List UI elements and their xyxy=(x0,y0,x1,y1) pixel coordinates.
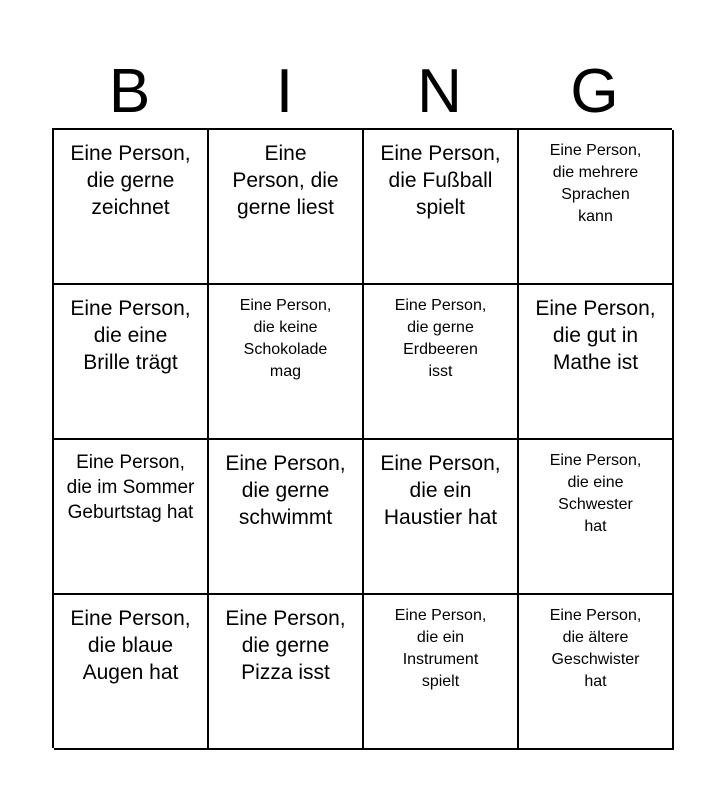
cell-text: Eine Person, die eine Schwester hat xyxy=(549,452,642,535)
bingo-cell[interactable] xyxy=(209,440,364,595)
cell-text: Eine Person, die im Sommer Geburtstag hat xyxy=(66,452,195,523)
cell-text: Eine Person, die Fußball spielt xyxy=(380,142,501,219)
bingo-board xyxy=(52,128,672,748)
cell-text: Eine Person, die gut in Mathe ist xyxy=(535,297,656,374)
cell-text: Eine Person, die keine Schokolade mag xyxy=(239,297,332,380)
bingo-cell[interactable] xyxy=(209,130,364,285)
header-letter-g: G xyxy=(570,57,619,126)
cell-text: Eine Person, die eine Brille trägt xyxy=(70,297,191,374)
bingo-cell[interactable] xyxy=(54,440,209,595)
header-letter-n: N xyxy=(417,57,462,126)
cell-text: Eine Person, die gerne zeichnet xyxy=(70,142,191,219)
cell-text: Eine Person, die gerne Erdbeeren isst xyxy=(394,297,487,380)
cell-text: Eine Person, die ein Instrument spielt xyxy=(394,607,487,690)
bingo-cell[interactable] xyxy=(364,285,519,440)
cell-text: Eine Person, die gerne Pizza isst xyxy=(225,607,346,684)
bingo-cell[interactable] xyxy=(519,595,674,750)
cell-text: Eine Person, die mehrere Sprachen kann xyxy=(549,142,642,225)
bingo-cell[interactable] xyxy=(364,130,519,285)
cell-text: Eine Person, die gerne schwimmt xyxy=(225,452,346,529)
bingo-cell[interactable] xyxy=(54,595,209,750)
bingo-header xyxy=(52,56,672,128)
cell-text: Eine Person, die gerne liest xyxy=(232,142,339,219)
cell-text: Eine Person, die blaue Augen hat xyxy=(70,607,191,684)
header-letter-i: I xyxy=(275,57,294,126)
cell-text: Eine Person, die ältere Geschwister hat xyxy=(549,607,642,690)
bingo-cell[interactable] xyxy=(209,285,364,440)
bingo-cell[interactable] xyxy=(364,440,519,595)
bingo-cell[interactable] xyxy=(54,285,209,440)
cell-text: Eine Person, die ein Haustier hat xyxy=(380,452,501,529)
bingo-cell[interactable] xyxy=(519,130,674,285)
bingo-cell[interactable] xyxy=(54,130,209,285)
bingo-cell[interactable] xyxy=(209,595,364,750)
bingo-cell[interactable] xyxy=(519,440,674,595)
bingo-cell[interactable] xyxy=(364,595,519,750)
bingo-cell[interactable] xyxy=(519,285,674,440)
header-letter-b: B xyxy=(108,57,151,126)
